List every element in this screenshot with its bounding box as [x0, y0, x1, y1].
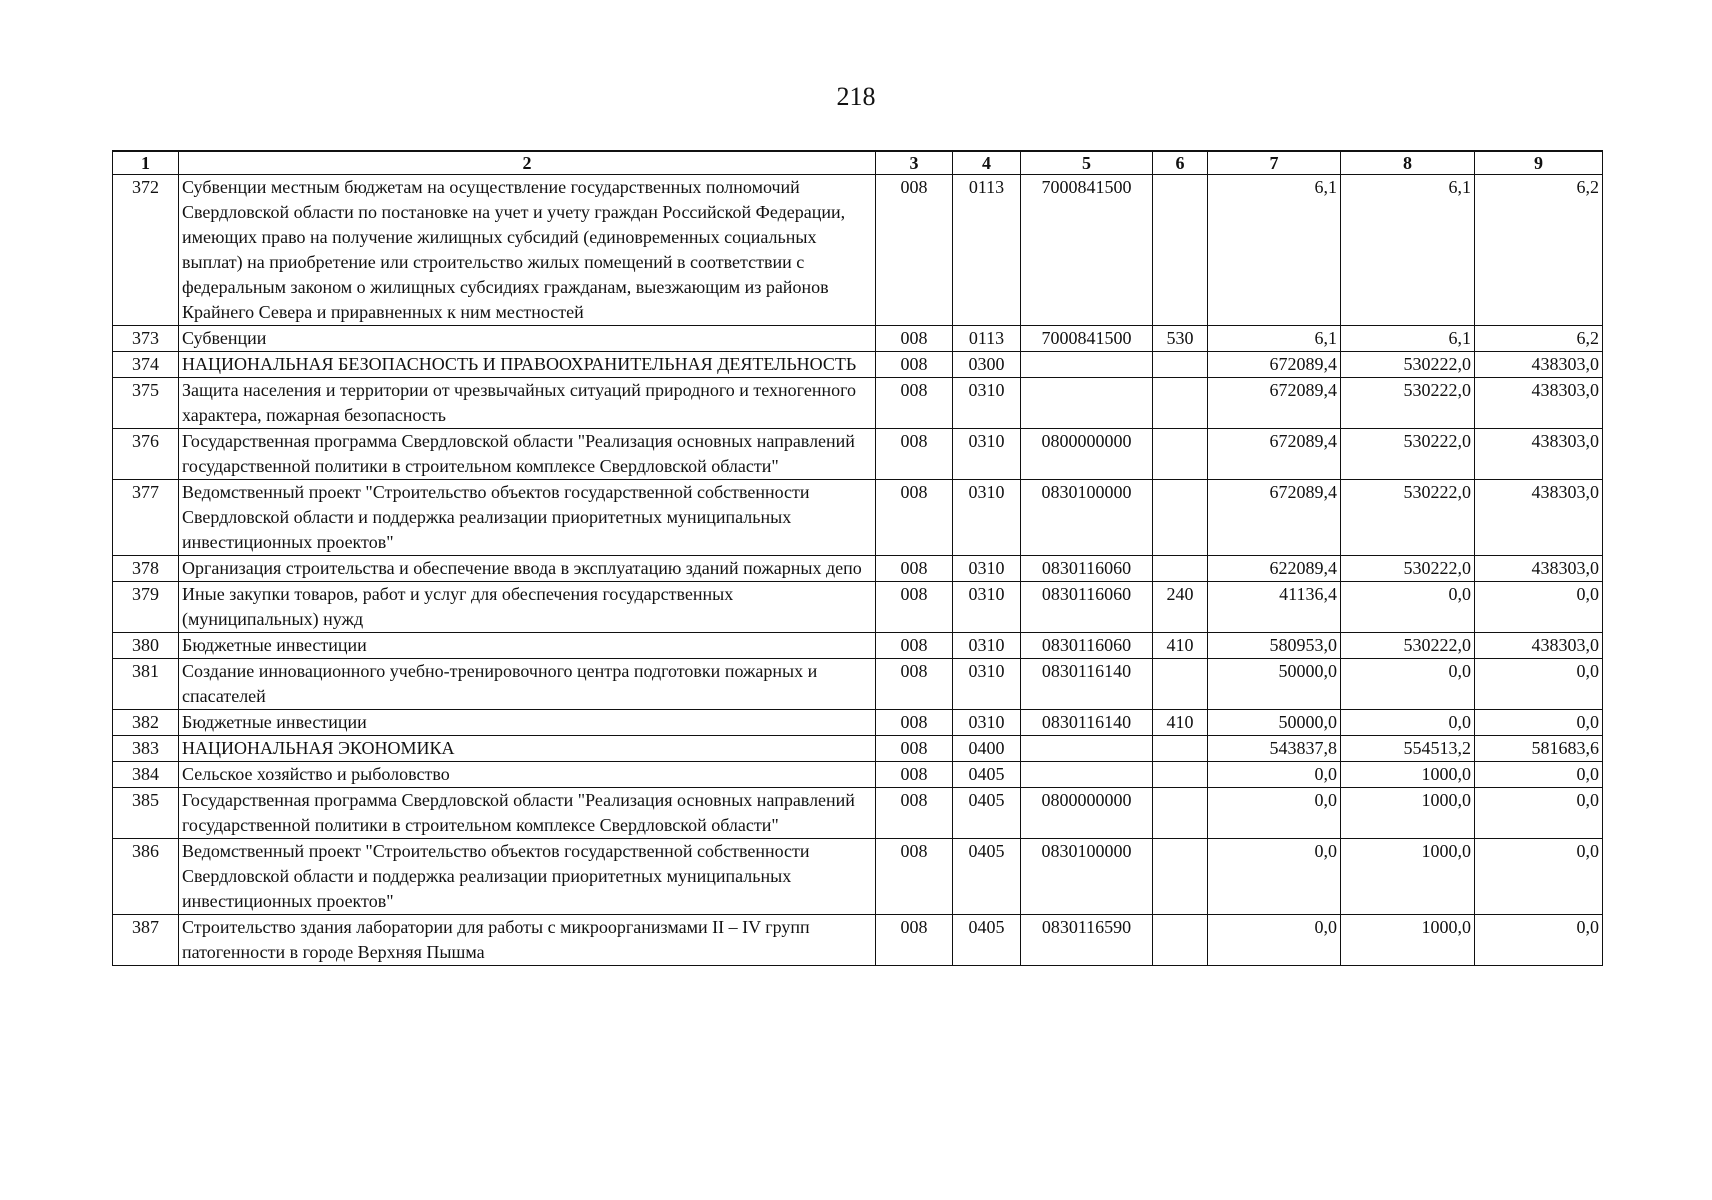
value-col-7: 0,0 — [1208, 839, 1341, 915]
row-name: Защита населения и территории от чрезвычайных ситуаций природного и техногенного характера, пожарная безопасность — [179, 378, 876, 429]
column-header: 9 — [1475, 151, 1603, 175]
code-section: 0310 — [953, 429, 1021, 480]
code-ministry: 008 — [876, 736, 953, 762]
table-row — [113, 762, 1603, 788]
code-expense-type — [1153, 556, 1208, 582]
row-number: 376 — [113, 429, 179, 480]
code-expense-type — [1153, 175, 1208, 326]
row-number: 375 — [113, 378, 179, 429]
value-col-7: 672089,4 — [1208, 480, 1341, 556]
code-target — [1021, 736, 1153, 762]
table-row — [113, 633, 1603, 659]
code-expense-type — [1153, 762, 1208, 788]
value-col-8: 530222,0 — [1341, 429, 1475, 480]
code-target: 0830116140 — [1021, 710, 1153, 736]
row-name: Субвенции — [179, 326, 876, 352]
value-col-8: 1000,0 — [1341, 839, 1475, 915]
code-ministry: 008 — [876, 326, 953, 352]
code-section: 0310 — [953, 480, 1021, 556]
column-header: 2 — [179, 151, 876, 175]
code-ministry: 008 — [876, 480, 953, 556]
code-section: 0300 — [953, 352, 1021, 378]
code-target — [1021, 762, 1153, 788]
code-section: 0310 — [953, 378, 1021, 429]
code-section: 0310 — [953, 556, 1021, 582]
table-body — [113, 175, 1603, 966]
column-header: 1 — [113, 151, 179, 175]
row-name: Государственная программа Свердловской области "Реализация основных направлений государственной политики в строительном комплексе Свердловской области" — [179, 788, 876, 839]
value-col-7: 6,1 — [1208, 175, 1341, 326]
value-col-8: 0,0 — [1341, 659, 1475, 710]
code-expense-type — [1153, 659, 1208, 710]
header-row — [113, 151, 1603, 175]
column-header: 4 — [953, 151, 1021, 175]
value-col-8: 554513,2 — [1341, 736, 1475, 762]
column-header: 3 — [876, 151, 953, 175]
row-number: 387 — [113, 915, 179, 966]
value-col-9: 0,0 — [1475, 839, 1603, 915]
value-col-9: 438303,0 — [1475, 378, 1603, 429]
value-col-7: 50000,0 — [1208, 710, 1341, 736]
value-col-8: 1000,0 — [1341, 788, 1475, 839]
page-number: 218 — [836, 82, 876, 111]
code-target: 0830116060 — [1021, 633, 1153, 659]
row-number: 380 — [113, 633, 179, 659]
budget-table — [112, 150, 1603, 966]
value-col-9: 0,0 — [1475, 915, 1603, 966]
row-number: 386 — [113, 839, 179, 915]
code-target: 0830116060 — [1021, 582, 1153, 633]
code-section: 0310 — [953, 633, 1021, 659]
code-expense-type — [1153, 429, 1208, 480]
code-target: 0830116140 — [1021, 659, 1153, 710]
table-row — [113, 429, 1603, 480]
code-target: 0830116060 — [1021, 556, 1153, 582]
table-row — [113, 352, 1603, 378]
row-name: Иные закупки товаров, работ и услуг для обеспечения государственных (муниципальных) нужд — [179, 582, 876, 633]
code-expense-type: 240 — [1153, 582, 1208, 633]
code-ministry: 008 — [876, 352, 953, 378]
code-ministry: 008 — [876, 762, 953, 788]
row-name: Бюджетные инвестиции — [179, 633, 876, 659]
code-section: 0310 — [953, 659, 1021, 710]
value-col-7: 6,1 — [1208, 326, 1341, 352]
table-row — [113, 788, 1603, 839]
table-row — [113, 839, 1603, 915]
code-target — [1021, 352, 1153, 378]
table-row — [113, 736, 1603, 762]
column-header: 8 — [1341, 151, 1475, 175]
code-target: 7000841500 — [1021, 326, 1153, 352]
column-header: 5 — [1021, 151, 1153, 175]
value-col-7: 672089,4 — [1208, 352, 1341, 378]
value-col-7: 672089,4 — [1208, 378, 1341, 429]
code-ministry: 008 — [876, 582, 953, 633]
table-row — [113, 659, 1603, 710]
row-number: 379 — [113, 582, 179, 633]
value-col-9: 438303,0 — [1475, 556, 1603, 582]
table-row — [113, 378, 1603, 429]
value-col-7: 50000,0 — [1208, 659, 1341, 710]
column-header: 7 — [1208, 151, 1341, 175]
code-expense-type — [1153, 736, 1208, 762]
table-row — [113, 556, 1603, 582]
code-ministry: 008 — [876, 378, 953, 429]
value-col-7: 580953,0 — [1208, 633, 1341, 659]
code-ministry: 008 — [876, 915, 953, 966]
row-number: 374 — [113, 352, 179, 378]
code-expense-type — [1153, 915, 1208, 966]
row-name: Бюджетные инвестиции — [179, 710, 876, 736]
value-col-7: 0,0 — [1208, 915, 1341, 966]
code-target: 0800000000 — [1021, 429, 1153, 480]
value-col-9: 0,0 — [1475, 762, 1603, 788]
code-target: 7000841500 — [1021, 175, 1153, 326]
code-target: 0830100000 — [1021, 839, 1153, 915]
value-col-8: 0,0 — [1341, 582, 1475, 633]
table-row — [113, 582, 1603, 633]
value-col-8: 6,1 — [1341, 175, 1475, 326]
value-col-8: 1000,0 — [1341, 915, 1475, 966]
code-expense-type — [1153, 352, 1208, 378]
value-col-8: 1000,0 — [1341, 762, 1475, 788]
code-section: 0405 — [953, 762, 1021, 788]
row-name: Строительство здания лаборатории для работы с микроорганизмами II – IV групп патогенности в городе Верхняя Пышма — [179, 915, 876, 966]
code-target: 0800000000 — [1021, 788, 1153, 839]
code-expense-type — [1153, 839, 1208, 915]
table-row — [113, 710, 1603, 736]
code-ministry: 008 — [876, 788, 953, 839]
row-name: Субвенции местным бюджетам на осуществление государственных полномочий Свердловской области по постановке на учет и учету граждан Российской Федерации, имеющих право на получение жилищных субсидий (единовременных социальных выплат) на приобретение или строительство жилых помещений в соответствии с федеральным законом о жилищных субсидиях гражданам, выезжающим из районов Крайнего Севера и приравненных к ним местностей — [179, 175, 876, 326]
row-number: 378 — [113, 556, 179, 582]
value-col-9: 0,0 — [1475, 788, 1603, 839]
code-section: 0405 — [953, 839, 1021, 915]
code-ministry: 008 — [876, 710, 953, 736]
table-row — [113, 175, 1603, 326]
row-name: Государственная программа Свердловской области "Реализация основных направлений государственной политики в строительном комплексе Свердловской области" — [179, 429, 876, 480]
value-col-9: 0,0 — [1475, 659, 1603, 710]
value-col-7: 41136,4 — [1208, 582, 1341, 633]
row-name: НАЦИОНАЛЬНАЯ БЕЗОПАСНОСТЬ И ПРАВООХРАНИТЕЛЬНАЯ ДЕЯТЕЛЬНОСТЬ — [179, 352, 876, 378]
row-number: 377 — [113, 480, 179, 556]
value-col-8: 530222,0 — [1341, 352, 1475, 378]
row-name: Сельское хозяйство и рыболовство — [179, 762, 876, 788]
row-number: 383 — [113, 736, 179, 762]
code-expense-type — [1153, 788, 1208, 839]
value-col-9: 581683,6 — [1475, 736, 1603, 762]
code-expense-type: 530 — [1153, 326, 1208, 352]
row-number: 373 — [113, 326, 179, 352]
code-target: 0830100000 — [1021, 480, 1153, 556]
code-section: 0310 — [953, 582, 1021, 633]
value-col-9: 6,2 — [1475, 175, 1603, 326]
row-number: 381 — [113, 659, 179, 710]
value-col-9: 6,2 — [1475, 326, 1603, 352]
value-col-8: 530222,0 — [1341, 480, 1475, 556]
value-col-8: 530222,0 — [1341, 556, 1475, 582]
value-col-7: 543837,8 — [1208, 736, 1341, 762]
code-ministry: 008 — [876, 659, 953, 710]
value-col-8: 6,1 — [1341, 326, 1475, 352]
code-expense-type — [1153, 480, 1208, 556]
code-expense-type — [1153, 378, 1208, 429]
value-col-7: 0,0 — [1208, 788, 1341, 839]
column-header: 6 — [1153, 151, 1208, 175]
value-col-9: 0,0 — [1475, 710, 1603, 736]
code-ministry: 008 — [876, 839, 953, 915]
row-name: НАЦИОНАЛЬНАЯ ЭКОНОМИКА — [179, 736, 876, 762]
code-section: 0310 — [953, 710, 1021, 736]
row-name: Создание инновационного учебно-тренировочного центра подготовки пожарных и спасателей — [179, 659, 876, 710]
code-expense-type: 410 — [1153, 633, 1208, 659]
code-ministry: 008 — [876, 556, 953, 582]
code-section: 0113 — [953, 326, 1021, 352]
row-number: 384 — [113, 762, 179, 788]
code-ministry: 008 — [876, 633, 953, 659]
row-name: Ведомственный проект "Строительство объектов государственной собственности Свердловской области и поддержка реализации приоритетных муниципальных инвестиционных проектов" — [179, 839, 876, 915]
code-expense-type: 410 — [1153, 710, 1208, 736]
code-section: 0405 — [953, 788, 1021, 839]
value-col-9: 438303,0 — [1475, 633, 1603, 659]
code-target — [1021, 378, 1153, 429]
code-ministry: 008 — [876, 175, 953, 326]
row-number: 382 — [113, 710, 179, 736]
code-section: 0400 — [953, 736, 1021, 762]
value-col-8: 530222,0 — [1341, 633, 1475, 659]
value-col-9: 438303,0 — [1475, 480, 1603, 556]
value-col-9: 438303,0 — [1475, 429, 1603, 480]
row-name: Организация строительства и обеспечение ввода в эксплуатацию зданий пожарных депо — [179, 556, 876, 582]
table-row — [113, 480, 1603, 556]
row-number: 385 — [113, 788, 179, 839]
row-name: Ведомственный проект "Строительство объектов государственной собственности Свердловской области и поддержка реализации приоритетных муниципальных инвестиционных проектов" — [179, 480, 876, 556]
table-row — [113, 915, 1603, 966]
code-ministry: 008 — [876, 429, 953, 480]
table-row — [113, 326, 1603, 352]
value-col-7: 672089,4 — [1208, 429, 1341, 480]
value-col-9: 0,0 — [1475, 582, 1603, 633]
code-section: 0113 — [953, 175, 1021, 326]
code-section: 0405 — [953, 915, 1021, 966]
value-col-7: 622089,4 — [1208, 556, 1341, 582]
value-col-9: 438303,0 — [1475, 352, 1603, 378]
value-col-8: 0,0 — [1341, 710, 1475, 736]
code-target: 0830116590 — [1021, 915, 1153, 966]
value-col-7: 0,0 — [1208, 762, 1341, 788]
value-col-8: 530222,0 — [1341, 378, 1475, 429]
row-number: 372 — [113, 175, 179, 326]
